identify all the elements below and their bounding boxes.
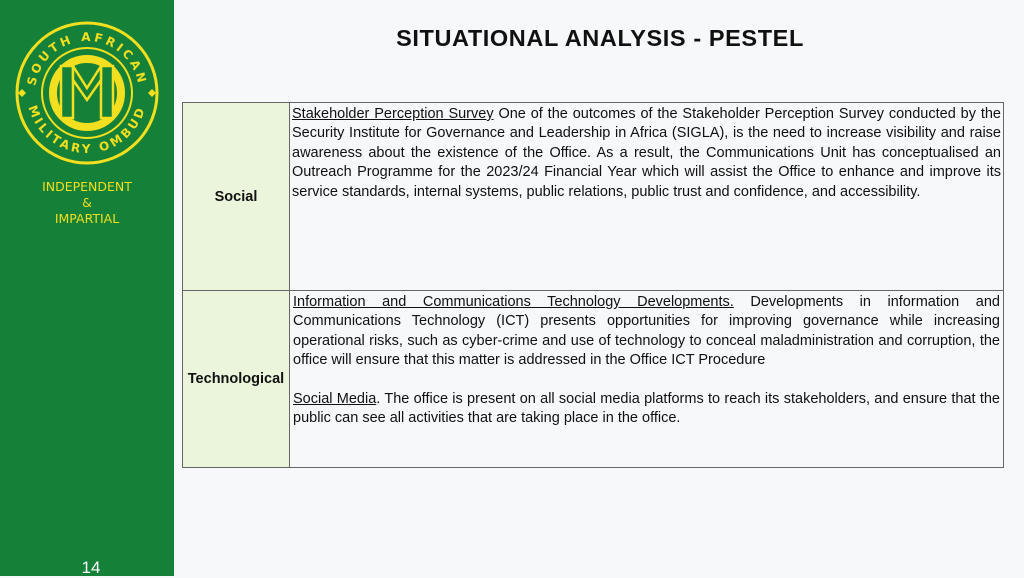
paragraph-social-media <box>293 390 1000 429</box>
category-cell-technological: Technological <box>183 291 290 468</box>
pestel-table <box>182 102 1004 468</box>
ict-text: Developments in information and Communications Technology (ICT) presents opportunities for improving governance while increasing operational risks, such as cyber-crime and use of technology to conceal maladministration and corruption, the office will ensure that this matter is addressed in the Office ICT Procedure <box>293 294 1000 369</box>
motto <box>0 179 174 227</box>
paragraph-ict <box>293 293 1000 371</box>
heading-stakeholder-survey: Stakeholder Perception Survey <box>292 106 494 122</box>
sidebar <box>0 0 174 576</box>
svg-text:MILITARY OMBUD: MILITARY OMBUD <box>25 103 149 157</box>
page-title: SITUATIONAL ANALYSIS - PESTEL <box>396 25 804 51</box>
table-row-social <box>183 103 1004 291</box>
heading-social-media: Social Media <box>293 390 377 407</box>
heading-ict-developments: Information and Communications Technology Developments. <box>293 294 734 310</box>
motto-line-1: INDEPENDENT <box>42 179 132 194</box>
social-text: One of the outcomes of the Stakeholder Perception Survey conducted by the Security Institute for Governance and Leadership in Africa (SIGLA), is the need to increase visibility and raise awareness about the existence of the Office. As a result, the Communications Unit has conceptualised an Outreach Programme for the 2023/24 Financial Year which will assist the Office to enhance and improve its service standards, internal systems, public relations, public trust and confidence, and accessibility. <box>292 106 1001 200</box>
category-cell-social: Social <box>183 103 290 291</box>
content-cell-technological <box>290 291 1004 468</box>
table-row-technological <box>183 291 1004 468</box>
svg-text:SOUTH AFRICAN: SOUTH AFRICAN <box>24 29 150 87</box>
motto-line-3: IMPARTIAL <box>54 211 120 226</box>
page-number: 14 <box>81 558 101 577</box>
content-cell-social <box>290 103 1004 291</box>
social-media-text: . The office is present on all social media platforms to reach its stakeholders, and ensure that the public can see all activities that are taking place in the office. <box>293 390 1000 427</box>
motto-line-2: & <box>82 195 92 210</box>
military-ombud-logo <box>14 20 160 166</box>
